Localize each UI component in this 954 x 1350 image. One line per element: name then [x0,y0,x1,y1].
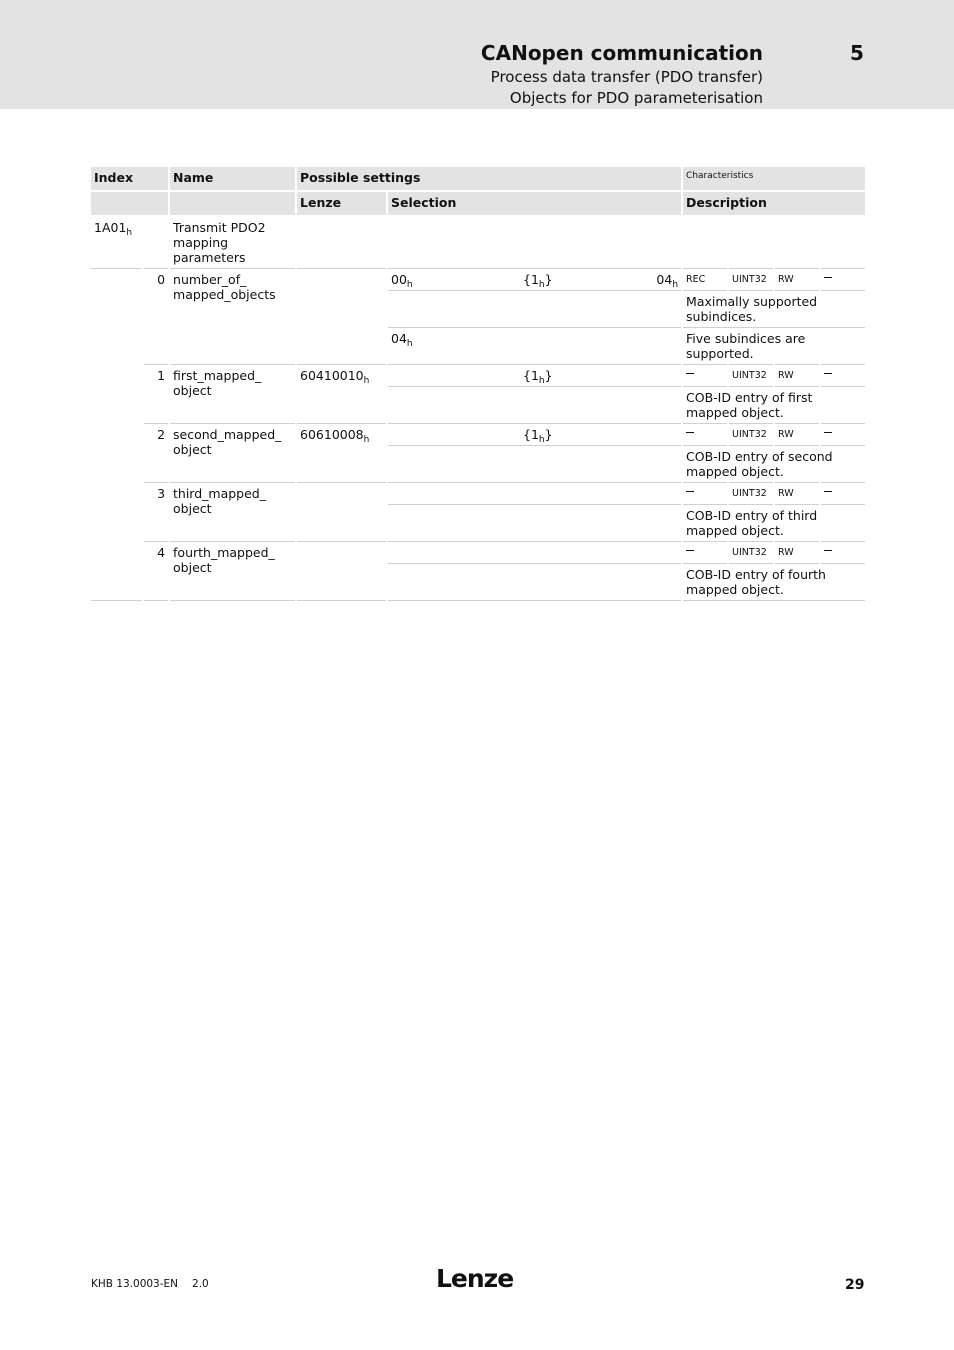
name-cell: third_mapped_ object [169,483,296,542]
table-header-row [91,167,865,191]
lenze-cell: $60410010_h$ [296,365,387,424]
access-cell: RW [774,269,820,291]
name-cell: first_mapped_ object [169,365,296,424]
subindex-cell: 3 [143,483,169,542]
dash-cell [820,269,865,291]
dash-cell [820,542,865,564]
type-cell: UINT32 [728,483,774,505]
header-lenze: Lenze [296,191,387,216]
lenze-cell [296,483,387,542]
index-cell: $1A01_h$ [91,216,169,269]
dash-cell [682,424,728,446]
lenze-cell: $60610008_h$ [296,424,387,483]
access-cell: RW [774,542,820,564]
header-name: Name [169,167,296,191]
table-row [91,542,865,564]
header-description: Description [682,191,865,216]
type-cell: UINT32 [728,424,774,446]
dash-cell [820,483,865,505]
description-cell: Five subindices are supported. [682,328,865,365]
table-row [91,216,865,269]
section-subtitle: Process data transfer (PDO transfer) [490,68,763,86]
document-id: KHB 13.0003-EN [91,1278,179,1290]
name-cell: Transmit PDO2 mapping parameters [169,216,296,269]
header-possible-settings: Possible settings [296,167,682,191]
dash-cell [820,365,865,387]
name-cell: number_of_ mapped_objects [169,269,296,365]
chapter-title: CANopen communication [480,41,763,65]
dash-cell [682,542,728,564]
pdo-parameter-table [91,167,865,601]
header-index: Index [91,167,169,191]
subindex-cell: 2 [143,424,169,483]
header-selection: Selection [387,191,682,216]
selection-cell: $00_h$ $\{1_h\}$ $04_h$ [387,269,682,291]
description-cell: Maximally supported subindices. [682,291,865,328]
access-cell: RW [774,365,820,387]
subsection-subtitle: Objects for PDO parameterisation [509,89,763,107]
table-row [91,365,865,387]
type-cell: UINT32 [728,542,774,564]
description-cell: COB-ID entry of first mapped object. [682,387,865,424]
table-subheader-row [91,191,865,216]
type-cell: UINT32 [728,365,774,387]
description-cell: COB-ID entry of second mapped object. [682,446,865,483]
subindex-cell: 1 [143,365,169,424]
lenze-cell [296,269,387,365]
chapter-number: 5 [850,41,864,65]
type-cell: UINT32 [728,269,774,291]
table-row [91,483,865,505]
default-cell: REC [682,269,728,291]
selection-cell: $04_h$ [387,328,682,365]
access-cell: RW [774,483,820,505]
table-row [91,269,865,291]
lenze-cell [296,542,387,601]
page-number: 29 [845,1277,865,1293]
dash-cell [682,483,728,505]
table-row [91,424,865,446]
document-version: 2.0 [192,1278,209,1290]
dash-cell [820,424,865,446]
name-cell: fourth_mapped_ object [169,542,296,601]
footer-document-id [91,1278,209,1290]
lenze-logo: Lenze [436,1264,514,1293]
description-cell: COB-ID entry of fourth mapped object. [682,564,865,601]
dash-cell [682,365,728,387]
description-cell: COB-ID entry of third mapped object. [682,505,865,542]
access-cell: RW [774,424,820,446]
subindex-cell: 4 [143,542,169,601]
header-characteristics: Characteristics [682,167,865,191]
subindex-cell: 0 [143,269,169,365]
header-band [0,0,954,109]
selection-cell: $\{1_h\}$ [387,365,682,387]
selection-cell [387,542,682,564]
name-cell: second_mapped_ object [169,424,296,483]
selection-cell [387,483,682,505]
selection-cell: $\{1_h\}$ [387,424,682,446]
